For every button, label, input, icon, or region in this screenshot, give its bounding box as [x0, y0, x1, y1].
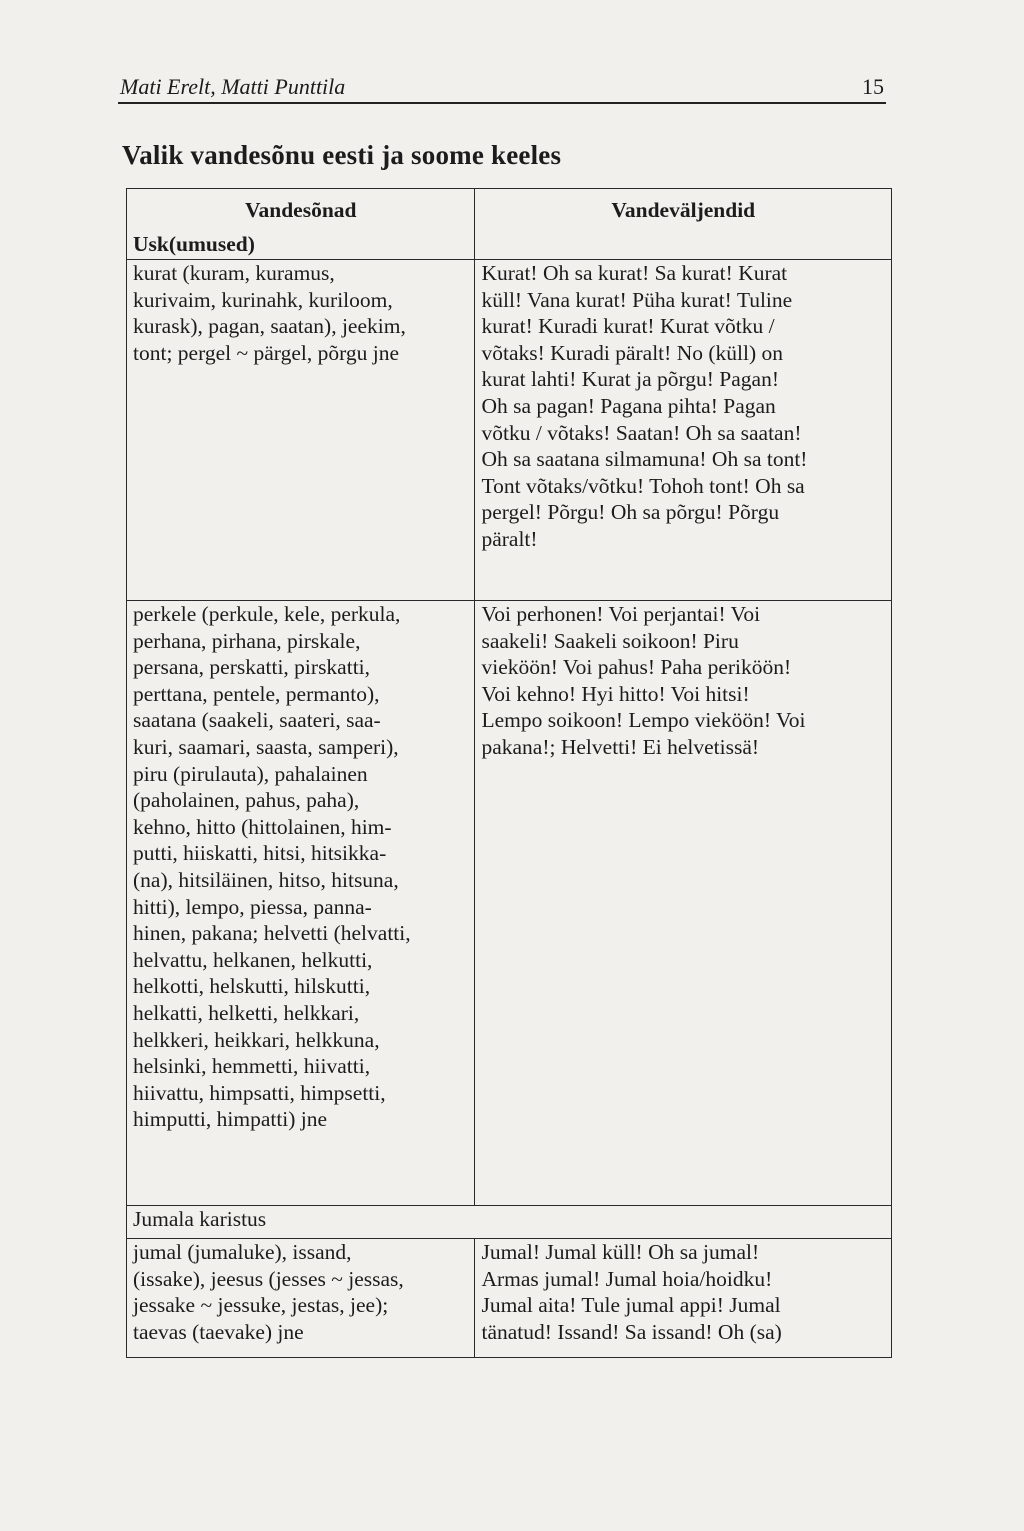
text-line: Jumal aita! Tule jumal appi! Jumal: [481, 1293, 781, 1318]
text-line: tänatud! Issand! Sa issand! Oh (sa): [481, 1319, 782, 1344]
running-head: [118, 72, 886, 104]
text-line: hitti), lempo, piessa, panna-: [133, 894, 372, 919]
text-line: jumal (jumaluke), issand,: [133, 1240, 352, 1264]
swearwords-cell: [127, 601, 475, 1206]
expressions-cell: [475, 1239, 892, 1358]
text-line: piru (pirulauta), pahalainen: [133, 761, 368, 786]
text-line: kuri, saamari, saasta, samperi),: [133, 734, 399, 759]
text-line: saakeli! Saakeli soikoon! Piru: [481, 628, 739, 653]
text-line: Oh sa pagan! Pagana pihta! Pagan: [481, 393, 776, 418]
text-line: Jumal! Jumal küll! Oh sa jumal!: [481, 1240, 760, 1264]
header-cell-left: [127, 189, 475, 260]
column-header-expressions: Vandeväljendid: [611, 198, 756, 222]
text-line: putti, hiiskatti, hitsi, hitsikka-: [133, 841, 387, 866]
text-line: hinen, pakana; helvetti (helvatti,: [133, 921, 411, 946]
expressions-cell: [475, 601, 892, 1206]
text-line: (na), hitsiläinen, hitso, hitsuna,: [133, 867, 399, 892]
text-line: himputti, himpatti) jne: [133, 1107, 328, 1132]
text-line: kehno, hitto (hittolainen, him-: [133, 814, 392, 839]
text-line: kurat! Kuradi kurat! Kurat võtku /: [481, 314, 775, 339]
text-line: küll! Vana kurat! Püha kurat! Tuline: [481, 287, 793, 312]
text-line: Lempo soikoon! Lempo vieköön! Voi: [481, 708, 806, 733]
text-line: Tont võtaks/võtku! Tohoh tont! Oh sa: [481, 473, 805, 498]
text-line: helkatti, helketti, helkkari,: [133, 1000, 360, 1025]
section-label-religion: Usk(umused): [133, 232, 255, 256]
text-line: kurat lahti! Kurat ja põrgu! Pagan!: [481, 367, 779, 392]
swearwords-cell: [127, 260, 475, 601]
text-line: kurivaim, kurinahk, kuriloom,: [133, 287, 393, 312]
text-line: helkkeri, heikkari, helkkuna,: [133, 1027, 380, 1052]
text-line: Voi kehno! Hyi hitto! Voi hitsi!: [481, 681, 750, 706]
text-line: (issake), jeesus (jesses ~ jessas,: [133, 1266, 404, 1291]
expressions-cell: [475, 260, 892, 601]
text-line: saatana (saakeli, saateri, saa-: [133, 708, 381, 733]
text-line: vieköön! Voi pahus! Paha periköön!: [481, 655, 792, 680]
swearword-table: [126, 188, 892, 1358]
section-title: Valik vandesõnu eesti ja soome keeles: [122, 140, 562, 170]
text-line: kurask), pagan, saatan), jeekim,: [133, 314, 406, 339]
text-line: pakana!; Helvetti! Ei helvetissä!: [481, 734, 760, 759]
text-line: päralt!: [481, 526, 538, 551]
text-line: helvattu, helkanen, helkutti,: [133, 947, 373, 972]
table-row: [127, 260, 892, 601]
text-line: (paholainen, pahus, paha),: [133, 788, 360, 813]
text-line: helsinki, hemmetti, hiivatti,: [133, 1054, 371, 1079]
header-cell-right: [475, 189, 892, 260]
text-line: taevas (taevake) jne: [133, 1319, 304, 1344]
page-number: 15: [862, 74, 884, 99]
text-line: Armas jumal! Jumal hoia/hoidku!: [481, 1266, 773, 1291]
table-row: [127, 601, 892, 1206]
text-line: võtku / võtaks! Saatan! Oh sa saatan!: [481, 420, 802, 445]
text-line: perhana, pirhana, pirskale,: [133, 628, 361, 653]
swearwords-cell: [127, 1239, 475, 1358]
text-line: perttana, pentele, permanto),: [133, 681, 380, 706]
text-line: Voi perhonen! Voi perjantai! Voi: [481, 602, 761, 626]
section-row-divine-punishment: [127, 1206, 892, 1239]
section-label-divine-punishment: Jumala karistus: [127, 1206, 892, 1239]
text-line: hiivattu, himpsatti, himpsetti,: [133, 1080, 386, 1105]
text-line: pergel! Põrgu! Oh sa põrgu! Põrgu: [481, 500, 780, 525]
text-line: Kurat! Oh sa kurat! Sa kurat! Kurat: [481, 261, 788, 285]
text-line: võtaks! Kuradi päralt! No (küll) on: [481, 340, 783, 365]
text-line: tont; pergel ~ pärgel, põrgu jne: [133, 340, 399, 365]
table-row: [127, 1239, 892, 1358]
table-header-row: [127, 189, 892, 260]
text-line: kurat (kuram, kuramus,: [133, 261, 335, 285]
text-line: helkotti, helskutti, hilskutti,: [133, 974, 371, 999]
text-line: Oh sa saatana silmamuna! Oh sa tont!: [481, 447, 808, 472]
text-line: jessake ~ jessuke, jestas, jee);: [133, 1293, 389, 1318]
column-header-swearwords: Vandesõnad: [244, 198, 357, 222]
running-head-authors: Mati Erelt, Matti Punttila: [120, 74, 346, 99]
text-line: persana, perskatti, pirskatti,: [133, 655, 371, 680]
text-line: perkele (perkule, kele, perkula,: [133, 602, 401, 626]
